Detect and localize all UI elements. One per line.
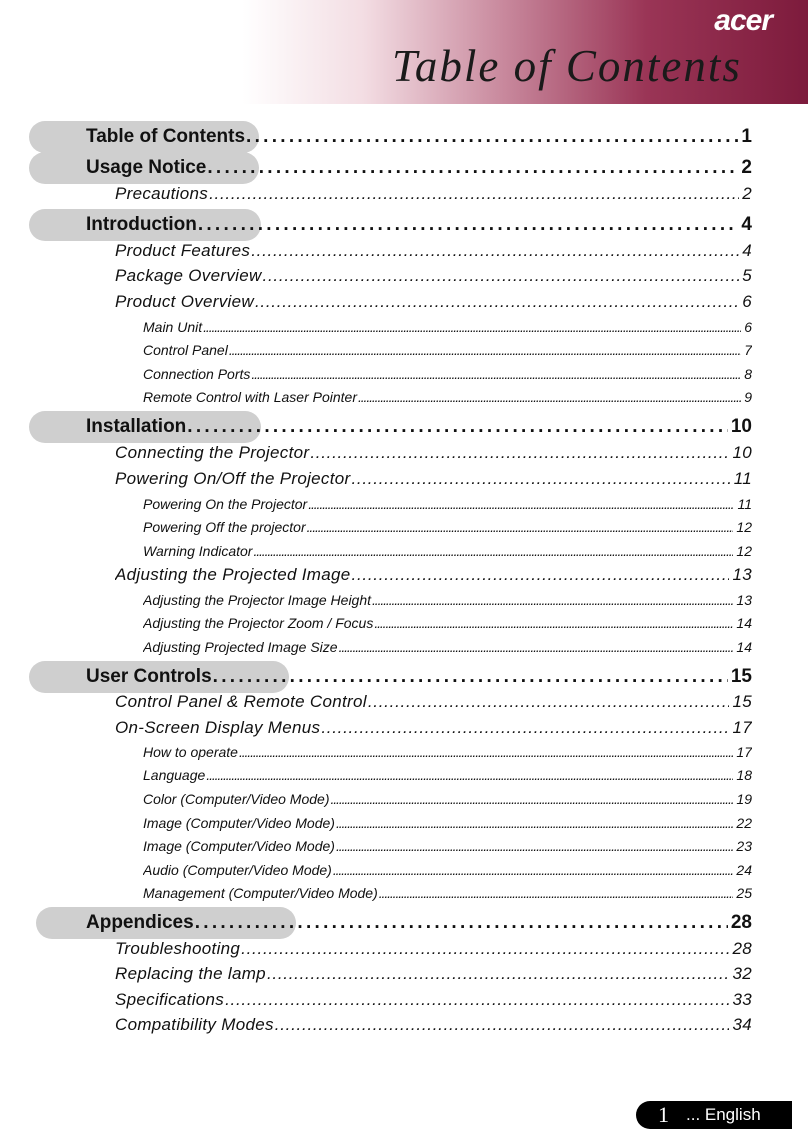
toc-entry[interactable]: Adjusting the Projector Image Height . . . 13 [143,592,752,608]
leader-dots [195,912,728,934]
leader-dots [213,666,728,688]
toc-entry[interactable]: Appendices . . . 28 [86,912,752,934]
toc-entry[interactable]: Specifications . . . 33 [115,990,752,1010]
leader-dots [379,885,734,901]
toc-entry[interactable]: Installation . . . 10 [86,416,752,438]
leader-dots [310,443,729,463]
leader-dots [246,126,738,148]
toc-entry[interactable]: Replacing the lamp . . . 32 [115,964,752,984]
leader-dots [255,292,739,312]
footer-page-number: 1 [658,1102,669,1127]
toc-entry[interactable]: Product Overview . . . 6 [115,292,752,312]
toc-entry[interactable]: On-Screen Display Menus . . . 17 [115,718,752,738]
toc-entry[interactable]: Compatibility Modes . . . 34 [115,1015,752,1035]
toc-entry[interactable]: Product Features . . . 4 [115,241,752,261]
toc-entry[interactable]: Management (Computer/Video Mode) . . . 25 [143,885,752,901]
toc-entry[interactable]: Adjusting the Projected Image . . . 13 [115,565,752,585]
toc-entry[interactable]: Package Overview . . . 5 [115,266,752,286]
leader-dots [225,990,729,1010]
leader-dots [321,718,729,738]
leader-dots [241,939,729,959]
leader-dots [187,416,728,438]
acer-logo: acer [714,4,772,37]
toc-entry[interactable]: User Controls . . . 15 [86,666,752,688]
leader-dots [198,214,739,236]
toc-entry[interactable]: Usage Notice . . . 2 [86,157,752,179]
toc-entry[interactable]: Powering On the Projector . . . 11 [143,496,752,512]
toc-entry[interactable]: Connecting the Projector . . . 10 [115,443,752,463]
leader-dots [251,366,741,382]
toc-entry[interactable]: Powering On/Off the Projector . . . 11 [115,469,752,489]
leader-dots [203,319,741,335]
toc-entry[interactable]: Language . . . 18 [143,767,752,783]
leader-dots [267,964,730,984]
leader-dots [336,815,733,831]
leader-dots [209,184,739,204]
toc-entry[interactable]: Table of Contents . . . 1 [86,126,752,148]
toc-entry[interactable]: Powering Off the projector . . . 12 [143,519,752,535]
footer-language: ... English [686,1105,761,1124]
toc-entry[interactable]: Introduction . . . 4 [86,214,752,236]
toc-entry[interactable]: How to operate . . . 17 [143,744,752,760]
toc-entry[interactable]: Audio (Computer/Video Mode) . . . 24 [143,862,752,878]
leader-dots [339,639,734,655]
leader-dots [239,744,733,760]
toc-entry[interactable]: Precautions . . . 2 [115,184,752,204]
toc-entry[interactable]: Adjusting the Projector Zoom / Focus . . . 14 [143,615,752,631]
leader-dots [251,241,739,261]
toc-entry[interactable]: Image (Computer/Video Mode) . . . 23 [143,838,752,854]
toc-entry[interactable]: Color (Computer/Video Mode) . . . 19 [143,791,752,807]
toc-entry[interactable]: Image (Computer/Video Mode) . . . 22 [143,815,752,831]
leader-dots [368,692,730,712]
toc-entry[interactable]: Warning Indicator . . . 12 [143,543,752,559]
leader-dots [229,342,741,358]
leader-dots [307,519,734,535]
leader-dots [263,266,740,286]
leader-dots [374,615,733,631]
toc-entry[interactable]: Troubleshooting . . . 28 [115,939,752,959]
leader-dots [308,496,734,512]
leader-dots [351,469,730,489]
leader-dots [253,543,733,559]
toc-entry[interactable]: Main Unit . . . 6 [143,319,752,335]
leader-dots [206,767,733,783]
toc-entry[interactable]: Connection Ports . . . 8 [143,366,752,382]
toc-entry[interactable]: Control Panel . . . 7 [143,342,752,358]
toc-entry[interactable]: Remote Control with Laser Pointer . . . 9 [143,389,752,405]
toc-entry[interactable]: Control Panel & Remote Control . . . 15 [115,692,752,712]
leader-dots [372,592,733,608]
leader-dots [336,838,733,854]
leader-dots [352,565,730,585]
leader-dots [358,389,741,405]
toc-entry[interactable]: Adjusting Projected Image Size . . . 14 [143,639,752,655]
leader-dots [275,1015,730,1035]
leader-dots [207,157,738,179]
page-title: Table of Contents [392,41,742,91]
leader-dots [331,791,734,807]
leader-dots [333,862,734,878]
